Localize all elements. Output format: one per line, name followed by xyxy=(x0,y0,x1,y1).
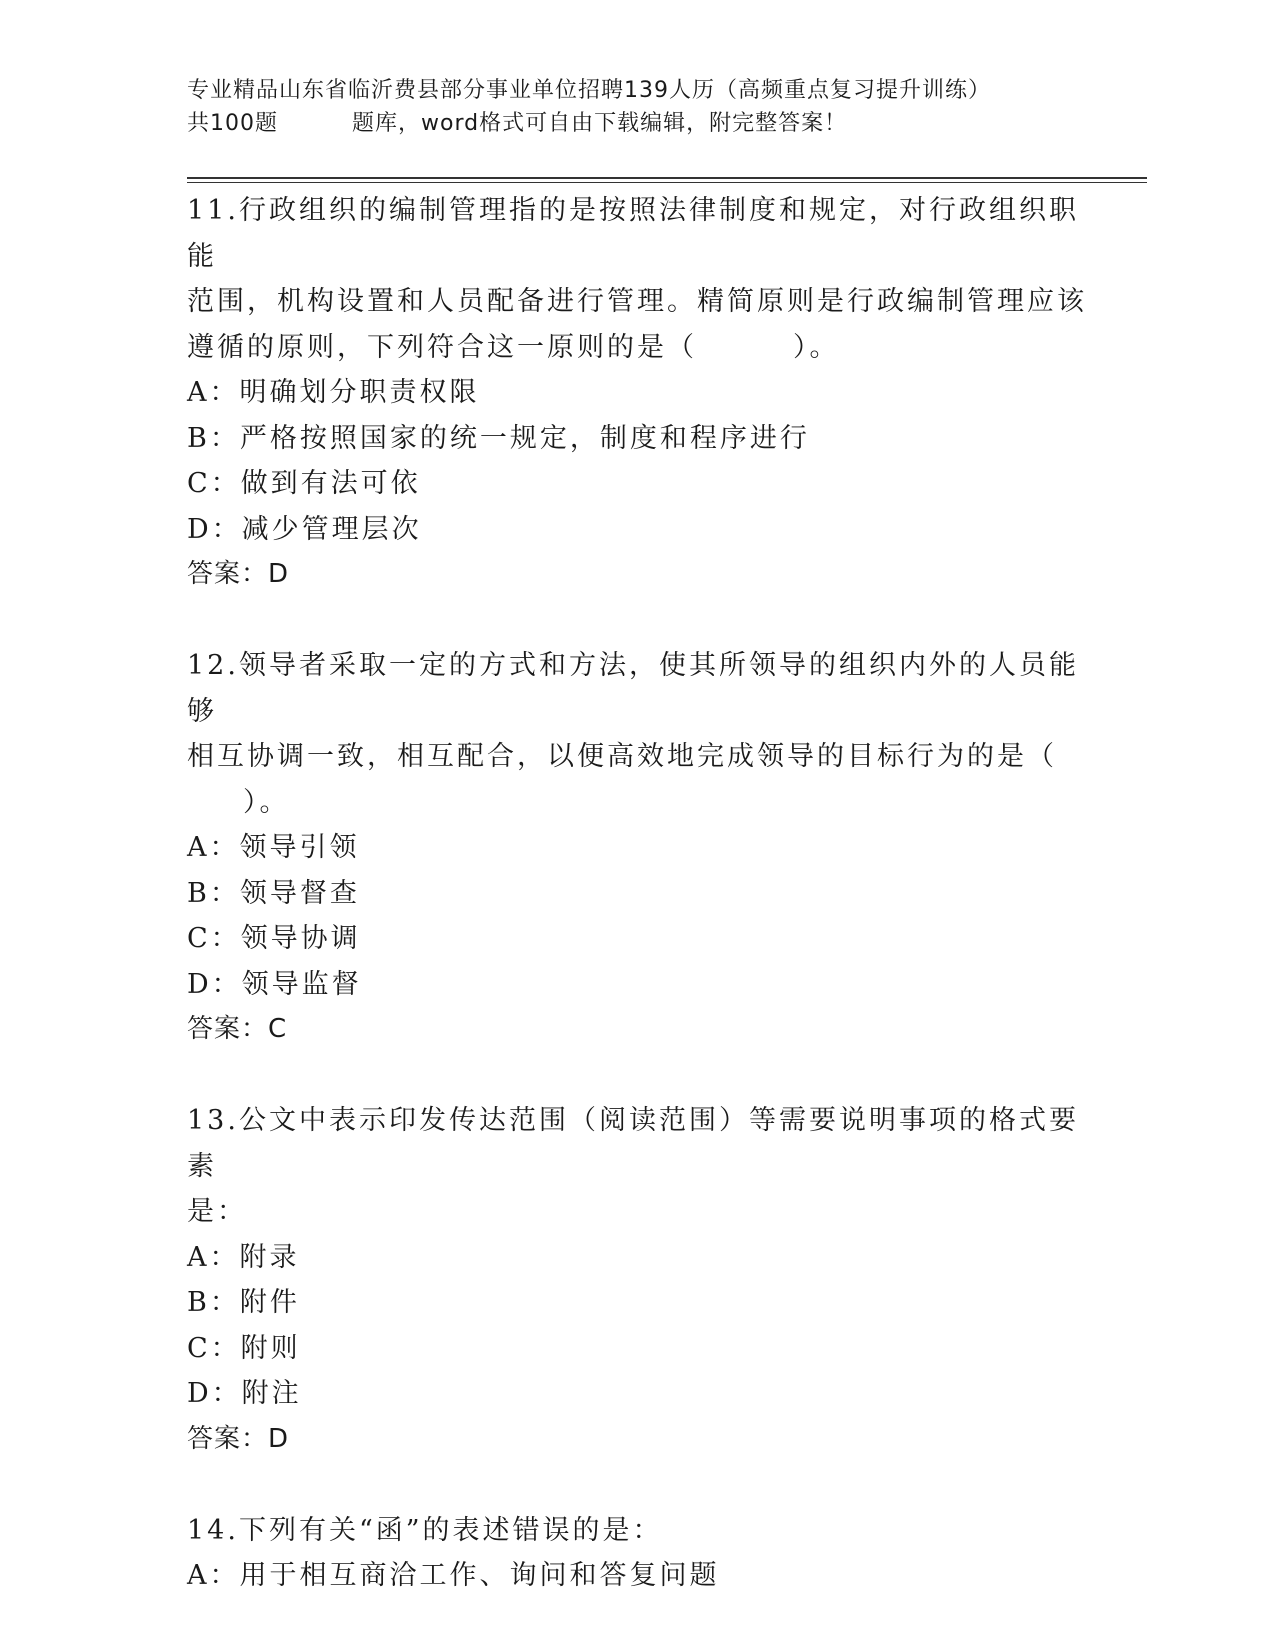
question-text-line: 11.行政组织的编制管理指的是按照法律制度和规定，对行政组织职能 xyxy=(187,195,1079,272)
question-text-part: 遵循的原则，下列符合这一原则的是（ xyxy=(187,331,697,363)
question-text-line: 相互协调一致，相互配合，以便高效地完成领导的目标行为的是（ xyxy=(187,741,1057,772)
header-divider-thick xyxy=(187,177,1147,179)
option-a: A：用于相互商洽工作、询问和答复问题 xyxy=(187,1560,720,1591)
answer-label: 答案：C xyxy=(187,1014,288,1044)
question-text-line: 是： xyxy=(187,1196,247,1227)
question-text-line: 14.下列有关“函”的表述错误的是： xyxy=(187,1514,663,1546)
question-12 xyxy=(187,643,1087,1053)
question-text-line: 12.领导者采取一定的方式和方法，使其所领导的组织内外的人员能够 xyxy=(187,650,1079,727)
option-c: C：领导协调 xyxy=(187,923,361,954)
question-14 xyxy=(187,1508,1087,1599)
question-text-part: ）。 xyxy=(243,786,290,818)
question-text-line xyxy=(187,780,1087,826)
header-description: 题库，word格式可自由下载编辑，附完整答案！ xyxy=(352,111,848,136)
option-c: C：做到有法可依 xyxy=(187,468,421,499)
option-a: A：明确划分职责权限 xyxy=(187,377,480,408)
option-d: D：减少管理层次 xyxy=(187,513,422,545)
option-c: C：附则 xyxy=(187,1332,301,1364)
answer-label: 答案：D xyxy=(187,559,290,589)
header-title: 专业精品山东省临沂费县部分事业单位招聘139人历（高频重点复习提升训练） xyxy=(187,78,991,103)
header-subtitle xyxy=(187,107,1147,140)
question-text-part: ）。 xyxy=(793,331,840,363)
option-a: A：领导引领 xyxy=(187,832,360,863)
option-a: A：附录 xyxy=(187,1241,300,1273)
option-b: B：严格按照国家的统一规定，制度和程序进行 xyxy=(187,422,810,454)
document-header xyxy=(187,74,1147,140)
question-13 xyxy=(187,1098,1087,1462)
answer-label: 答案：D xyxy=(187,1423,290,1454)
question-text-line: 13.公文中表示印发传达范围（阅读范围）等需要说明事项的格式要素 xyxy=(187,1105,1079,1182)
question-11 xyxy=(187,188,1087,598)
header-divider-thin xyxy=(187,182,1147,183)
option-b: B：领导督查 xyxy=(187,877,360,909)
header-question-count: 共100题 xyxy=(187,111,278,136)
option-d: D：附注 xyxy=(187,1378,302,1409)
question-list xyxy=(187,188,1087,1599)
option-b: B：附件 xyxy=(187,1287,300,1318)
option-d: D：领导监督 xyxy=(187,968,362,1000)
question-text-line xyxy=(187,325,1087,371)
question-text-line: 范围，机构设置和人员配备进行管理。精简原则是行政编制管理应该 xyxy=(187,286,1087,317)
